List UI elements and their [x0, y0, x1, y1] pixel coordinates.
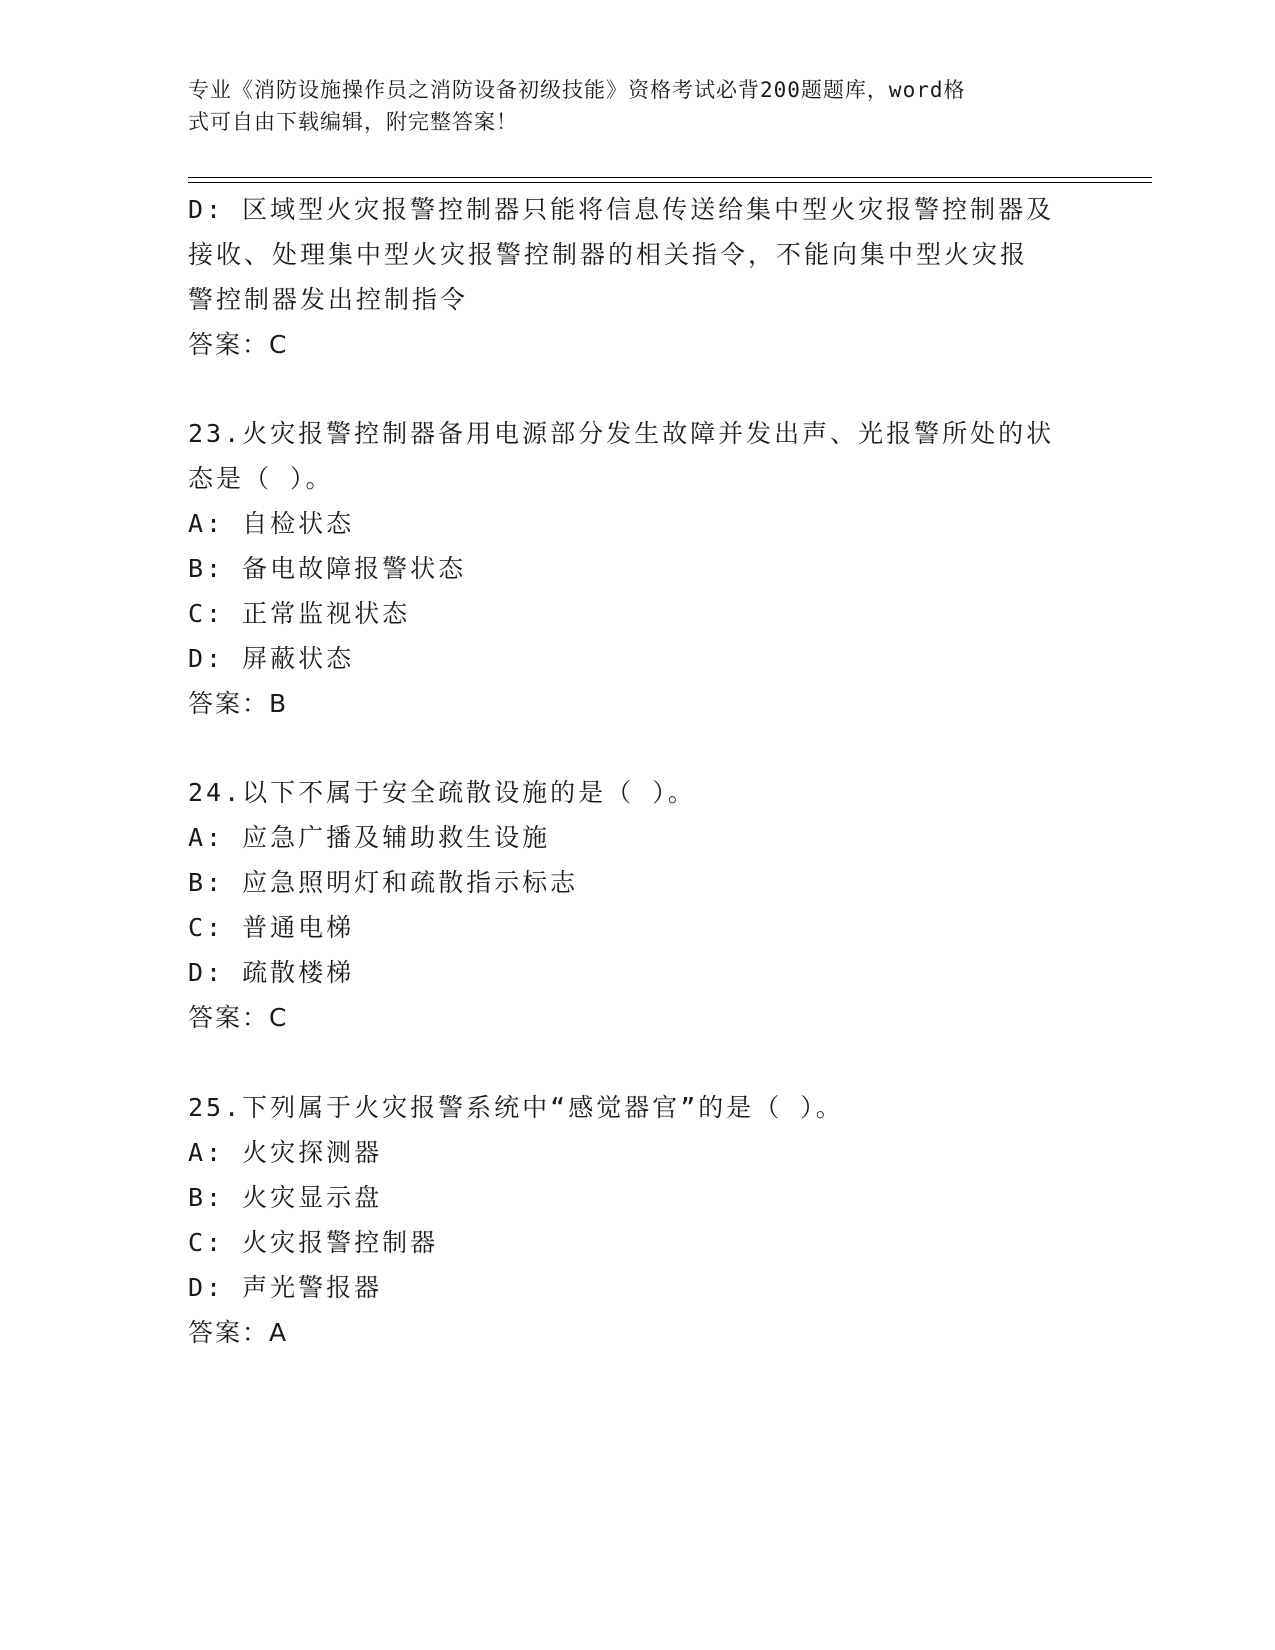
option-d: D: 疏散楼梯	[188, 958, 355, 987]
option-a: A: 自检状态	[188, 509, 355, 538]
header-line-2: 式可自由下载编辑，附完整答案！	[188, 110, 518, 134]
question-25	[188, 1085, 1088, 1355]
answer-line: 答案：A	[188, 1318, 289, 1347]
question-stem-line-1: 24.以下不属于安全疏散设施的是（ ）。	[188, 778, 696, 807]
question-24	[188, 770, 1088, 1040]
option-c: C: 火灾报警控制器	[188, 1228, 439, 1257]
option-d-line-1: D: 区域型火灾报警控制器只能将信息传送给集中型火灾报警控制器及	[188, 195, 1055, 224]
option-b: B: 火灾显示盘	[188, 1183, 383, 1212]
option-c: C: 普通电梯	[188, 913, 355, 942]
document-header	[188, 74, 1068, 138]
option-d-line-2: 接收、处理集中型火灾报警控制器的相关指令，不能向集中型火灾报	[188, 240, 1029, 269]
answer-line: 答案：C	[188, 330, 289, 359]
option-c: C: 正常监视状态	[188, 599, 411, 628]
option-a: A: 火灾探测器	[188, 1138, 383, 1167]
header-divider-bottom	[188, 182, 1152, 183]
question-stem-line-2: 态是（ ）。	[188, 464, 334, 493]
question-stem-line-1: 25.下列属于火灾报警系统中“感觉器官”的是（ ）。	[188, 1093, 844, 1122]
previous-question-continuation	[188, 187, 1088, 367]
answer-line: 答案：C	[188, 1003, 289, 1032]
option-d: D: 屏蔽状态	[188, 644, 355, 673]
header-divider-top	[188, 177, 1152, 178]
question-stem-line-1: 23.火灾报警控制器备用电源部分发生故障并发出声、光报警所处的状	[188, 419, 1055, 448]
option-a: A: 应急广播及辅助救生设施	[188, 823, 551, 852]
option-b: B: 应急照明灯和疏散指示标志	[188, 868, 579, 897]
option-d: D: 声光警报器	[188, 1273, 383, 1302]
question-23	[188, 411, 1088, 726]
answer-line: 答案：B	[188, 689, 289, 718]
header-line-1: 专业《消防设施操作员之消防设备初级技能》资格考试必背200题题库，word格	[188, 78, 966, 102]
option-b: B: 备电故障报警状态	[188, 554, 467, 583]
option-d-line-3: 警控制器发出控制指令	[188, 285, 469, 314]
